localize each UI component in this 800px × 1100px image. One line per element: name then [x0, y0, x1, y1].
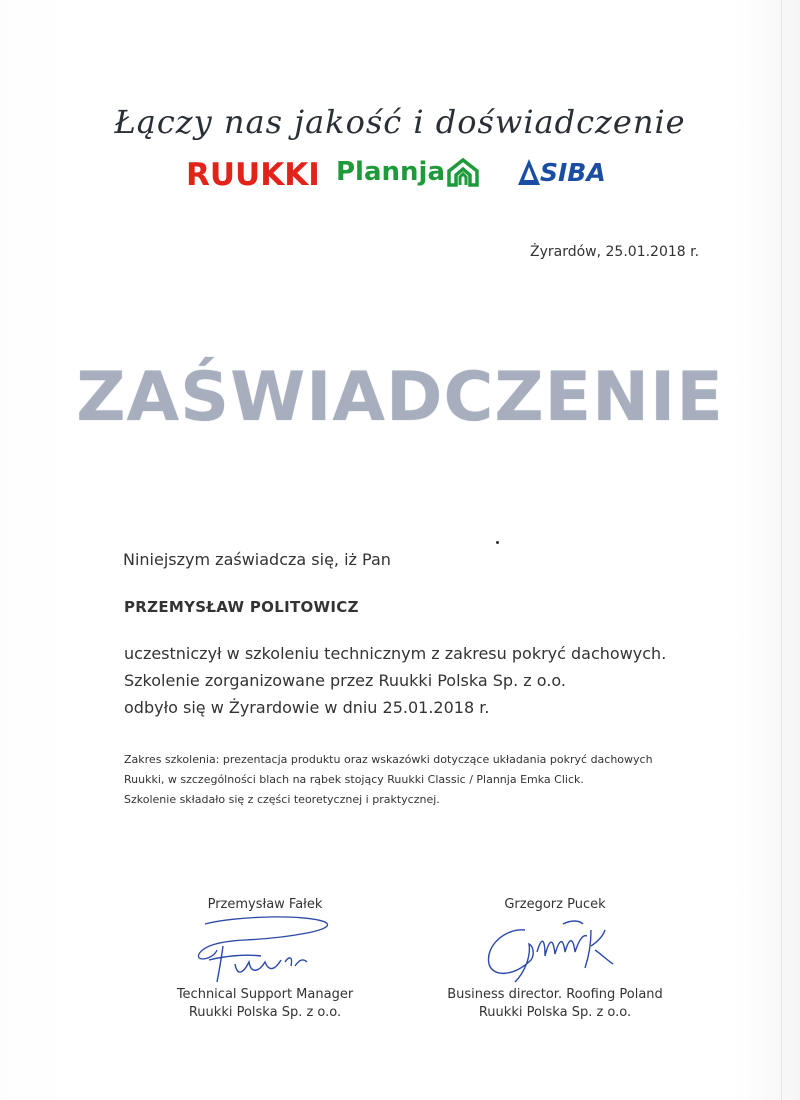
signatory-company: Ruukki Polska Sp. z o.o. — [188, 1005, 342, 1020]
signatory-name: Przemysław Fałek — [207, 897, 323, 912]
certificate-body — [124, 640, 724, 721]
ruukki-logo: RUUKKI — [186, 157, 320, 193]
logo-row — [0, 155, 800, 195]
handwritten-signature-right — [445, 916, 665, 986]
intro-text: Niniejszym zaświadcza się, iż Pan — [123, 550, 391, 569]
signature-block-right — [420, 897, 690, 1022]
signature-block-left — [150, 897, 380, 1022]
signatory-role: Business director. Roofing Poland — [447, 987, 663, 1002]
body-line: Szkolenie zorganizowane przez Ruukki Polska Sp. z o.o. — [124, 671, 566, 690]
body-line: odbyło się w Żyrardowie w dniu 25.01.2018 r. — [124, 698, 490, 717]
scope-line: Ruukki, w szczególności blach na rąbek stojący Ruukki Classic / Plannja Emka Click. — [124, 773, 584, 786]
body-line: uczestniczył w szkoleniu technicznym z zakresu pokryć dachowych. — [124, 644, 667, 663]
plannja-house-icon — [446, 157, 480, 191]
signatory-name: Grzegorz Pucek — [504, 897, 606, 912]
siba-logo: SIBA — [540, 158, 606, 187]
signatory-role: Technical Support Manager — [176, 987, 354, 1002]
document-date: Żyrardów, 25.01.2018 r. — [530, 244, 700, 260]
training-scope — [124, 750, 714, 810]
siba-triangle-icon — [517, 158, 541, 190]
document-title: ZAŚWIADCZENIE — [76, 358, 724, 437]
scope-line: Szkolenie składało się z części teoretycznej i praktycznej. — [124, 793, 440, 806]
signatory-company: Ruukki Polska Sp. z o.o. — [478, 1005, 632, 1020]
tagline: Łączy nas jakość i doświadczenie — [114, 103, 686, 141]
stray-mark — [496, 541, 499, 544]
participant-name: PRZEMYSŁAW POLITOWICZ — [124, 598, 359, 616]
plannja-logo: Plannja — [336, 157, 445, 187]
scope-line: Zakres szkolenia: prezentacja produktu oraz wskazówki dotyczące układania pokryć dachowych — [124, 753, 653, 766]
handwritten-signature-left — [165, 916, 365, 986]
